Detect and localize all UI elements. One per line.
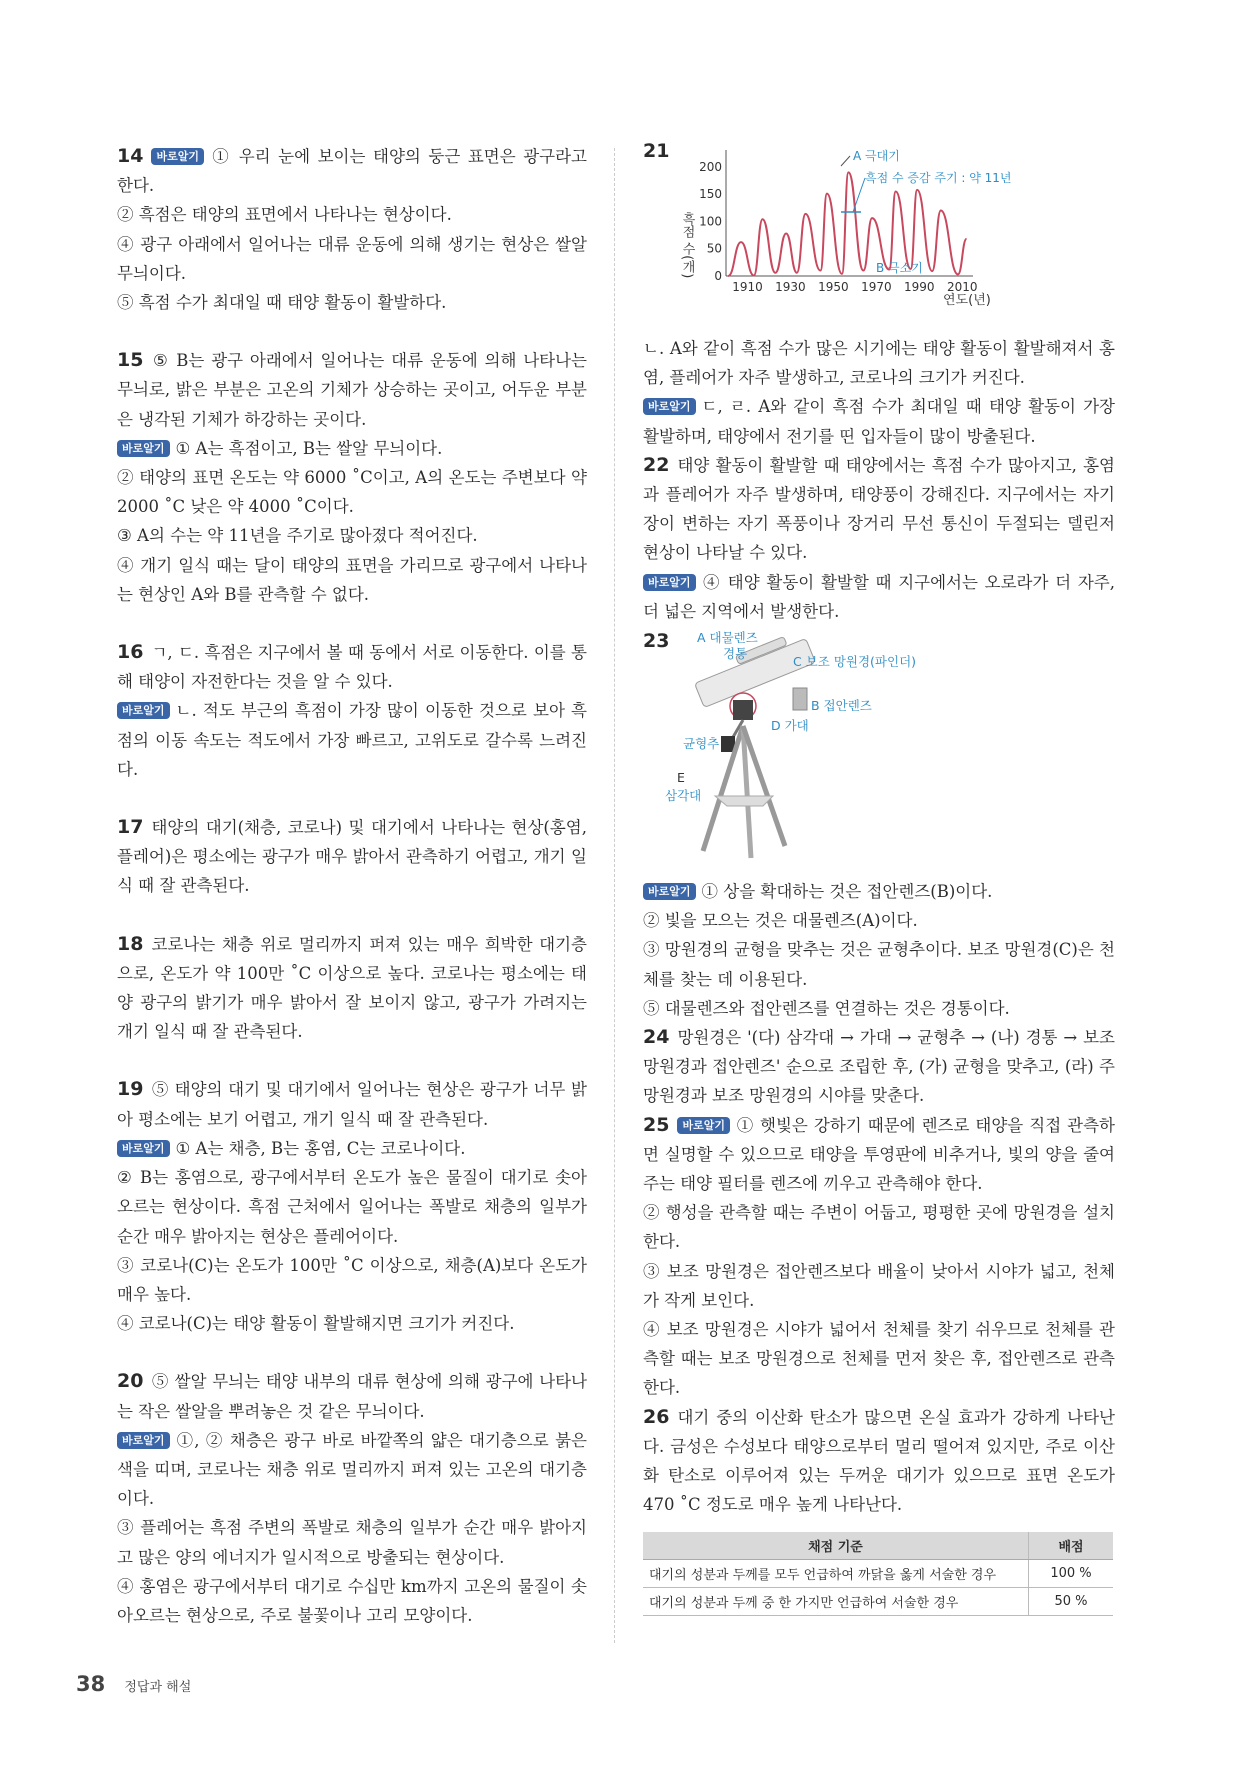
question-number: 20	[117, 1370, 144, 1393]
answer-text: ① 우리 눈에 보이는 태양의 둥근 표면은 광구라고 한다.	[117, 147, 587, 196]
sunspot-chart-figure	[643, 142, 1115, 332]
answer-16	[117, 638, 587, 784]
answer-line: ⑤ 흑점 수가 최대일 때 태양 활동이 활발하다.	[117, 293, 447, 313]
answer-text: 망원경은 '(다) 삼각대 → 가대 → 균형추 → (나) 경통 → 보조 망원경과 접안렌즈' 순으로 조립한 후, (가) 균형을 맞추고, (라) 주 망원경과 보조 망원경의 시야를 맞춘다.	[643, 1028, 1115, 1106]
annotation-cycle: 흑점 수 증감 주기 : 약 11년	[865, 171, 1012, 185]
answer-text: ① 상을 확대하는 것은 접안렌즈(B)이다.	[701, 882, 993, 902]
table-header-criteria: 채점 기준	[643, 1532, 1029, 1560]
answer-19	[117, 1075, 587, 1338]
table-cell: 50 %	[1029, 1587, 1114, 1615]
y-tick-label: 0	[714, 269, 722, 283]
question-number: 21	[643, 140, 670, 162]
answer-text: ① 햇빛은 강하기 때문에 렌즈로 태양을 직접 관측하면 실명할 수 있으므로 태양을 투영판에 비추거나, 빛의 양을 줄여주는 태양 필터를 렌즈에 끼우고 관측해야 한다.	[643, 1115, 1115, 1194]
sunspot-series-line	[728, 172, 966, 276]
question-number: 23	[643, 630, 670, 653]
correction-tag: 바로알기	[643, 883, 696, 900]
question-number: 19	[117, 1078, 144, 1101]
x-tick-label: 1950	[818, 280, 849, 294]
y-tick-label: 100	[699, 214, 722, 229]
answer-line: ② 행성을 관측할 때는 주변이 어둡고, 평평한 곳에 망원경을 설치한다.	[643, 1203, 1115, 1252]
answer-15	[117, 346, 587, 609]
answer-text: 코로나는 채층 위로 멀리까지 퍼져 있는 매우 희박한 대기층으로, 온도가 약 100만 ˚C 이상으로 높다. 코로나는 평소에는 태양 광구의 밝기가 매우 밝아서 잘 보이지 않고, 광구가 가려지는 개기 일식 때 잘 관측된다.	[117, 934, 587, 1042]
page-number: 38	[76, 1672, 106, 1696]
question-number: 14	[117, 145, 144, 167]
answer-line: ④ 홍염은 광구에서부터 대기로 수십만 km까지 고온의 물질이 솟아오르는 현상으로, 주로 불꽃이나 고리 모양이다.	[117, 1576, 587, 1625]
answer-text: ④ 태양 활동이 활발할 때 지구에서는 오로라가 더 자주, 더 넓은 지역에서 발생한다.	[643, 572, 1115, 621]
y-tick-label: 50	[706, 241, 722, 256]
answer-text: 대기 중의 이산화 탄소가 많으면 온실 효과가 강하게 나타난다. 금성은 수성보다 태양으로부터 멀리 떨어져 있지만, 주로 이산화 탄소로 이루어져 있는 두꺼운 대기가 있으므로 표면 온도가 470 ˚C 정도로 매우 높게 나타난다.	[643, 1407, 1115, 1515]
answer-25	[643, 1111, 1115, 1403]
answer-text: 태양의 대기(채층, 코로나) 및 대기에서 나타나는 현상(홍염, 플레어)은 평소에는 광구가 매우 밝아서 관측하기 어렵고, 개기 일식 때 잘 관측된다.	[117, 818, 587, 896]
answer-text: ⑤ 쌀알 무늬는 태양 내부의 대류 현상에 의해 광구에 나타나는 작은 쌀알을 뿌려놓은 것 같은 무늬이다.	[117, 1372, 587, 1421]
answer-line: ③ 코로나(C)는 온도가 100만 ˚C 이상으로, 채층(A)보다 온도가 매우 높다.	[117, 1255, 587, 1304]
mount	[733, 700, 753, 720]
table-cell: 100 %	[1029, 1559, 1114, 1587]
answer-14	[117, 142, 587, 317]
correction-tag: 바로알기	[117, 1140, 170, 1157]
answer-21	[643, 334, 1115, 451]
answer-line: ③ 보조 망원경은 접안렌즈보다 배율이 낮아서 시야가 넓고, 천체가 작게 보인다.	[643, 1261, 1115, 1310]
table-header-score: 배점	[1029, 1532, 1114, 1560]
answer-23	[643, 877, 1115, 1023]
answer-line: ② 빛을 모으는 것은 대물렌즈(A)이다.	[643, 911, 918, 931]
cycle-leader	[853, 178, 865, 212]
answer-line: ④ 광구 아래에서 일어나는 대류 운동에 의해 생기는 현상은 쌀알 무늬이다.	[117, 234, 587, 283]
x-axis-label: 연도(년)	[943, 293, 991, 308]
label-tube: 경통	[723, 646, 748, 662]
table-header-row	[643, 1532, 1113, 1560]
answer-line: ② B는 홍염으로, 광구에서부터 온도가 높은 물질이 대기로 솟아오르는 현상이다. 흑점 근처에서 일어나는 폭발로 채층의 일부가 순간 매우 밝아지는 현상은 플레어이다.	[117, 1168, 587, 1246]
table-cell: 대기의 성분과 두께를 모두 언급하여 까닭을 옳게 서술한 경우	[643, 1559, 1029, 1587]
question-number: 22	[643, 453, 670, 476]
table-row	[643, 1587, 1113, 1615]
x-tick-label: 1970	[861, 280, 892, 294]
answer-line: ④ 코로나(C)는 태양 활동이 활발해지면 크기가 커진다.	[117, 1314, 515, 1334]
answer-text: ① A는 채층, B는 홍염, C는 코로나이다.	[175, 1138, 466, 1158]
table-row	[643, 1559, 1113, 1587]
answer-24	[643, 1023, 1115, 1111]
annotation-b-minimum: B 극소기	[876, 261, 923, 275]
y-axis-label: 흑점 수(개)	[679, 212, 695, 279]
correction-tag: 바로알기	[117, 1432, 170, 1449]
sunspot-chart	[643, 142, 1115, 332]
annotation-a-leader	[841, 156, 850, 166]
footer-text: 정답과 해설	[124, 1680, 192, 1695]
label-counterweight: 균형추	[683, 736, 720, 752]
right-column	[643, 142, 1115, 1616]
answer-line: ③ 망원경의 균형을 맞추는 것은 균형추이다. 보조 망원경(C)은 천체를 찾는 데 이용된다.	[643, 940, 1115, 989]
label-mount: D 가대	[771, 718, 809, 734]
label-objective-lens: A 대물렌즈	[697, 630, 758, 646]
correction-tag: 바로알기	[643, 398, 696, 415]
x-tick-label: 1910	[732, 280, 763, 294]
answer-line: ② 흑점은 태양의 표면에서 나타나는 현상이다.	[117, 205, 452, 225]
y-tick-label: 200	[699, 159, 722, 174]
answer-text: ㄴ. 적도 부근의 흑점이 가장 많이 이동한 것으로 보아 흑점의 이동 속도는 적도에서 가장 빠르고, 고위도로 갈수록 느려진다.	[117, 701, 587, 779]
x-tick-label: 1930	[775, 280, 806, 294]
answer-text: ⑤ 태양의 대기 및 대기에서 일어나는 현상은 광구가 너무 밝아 평소에는 보기 어렵고, 개기 일식 때 잘 관측된다.	[117, 1080, 587, 1129]
answer-line: ② 태양의 표면 온도는 약 6000 ˚C이고, A의 온도는 주변보다 약 2000 ˚C 낮은 약 4000 ˚C이다.	[117, 468, 587, 517]
eyepiece	[793, 688, 807, 710]
page-footer	[76, 1672, 191, 1696]
answer-text: ①, ② 채층은 광구 바로 바깥쪽의 얇은 대기층으로 붉은색을 띠며, 코로나는 채층 위로 멀리까지 퍼져 있는 고온의 대기층이다.	[117, 1430, 587, 1509]
answer-22	[643, 451, 1115, 626]
x-tick-label: 1990	[904, 280, 935, 294]
left-column	[117, 142, 587, 1630]
scoring-table	[643, 1532, 1113, 1616]
x-tick-label: 2010	[946, 280, 978, 294]
column-divider	[614, 148, 616, 1643]
correction-tag: 바로알기	[643, 574, 696, 591]
answer-line: ③ 플레어는 흑점 주변의 폭발로 채층의 일부가 순간 매우 밝아지고 많은 양의 에너지가 일시적으로 방출되는 현상이다.	[117, 1518, 587, 1567]
label-e: E	[677, 770, 685, 786]
answer-text: ⑤ B는 광구 아래에서 일어나는 대류 운동에 의해 나타나는 무늬로, 밝은 부분은 고온의 기체가 상승하는 곳이고, 어두운 부분은 냉각된 기체가 하강하는 곳이다.	[117, 351, 587, 429]
correction-tag: 바로알기	[677, 1117, 730, 1134]
telescope-figure	[643, 626, 1115, 871]
accessory-tray	[715, 796, 773, 806]
answer-20	[117, 1367, 587, 1630]
answer-text: ㄱ, ㄷ. 흑점은 지구에서 볼 때 동에서 서로 이동한다. 이를 통해 태양이 자전한다는 것을 알 수 있다.	[117, 643, 587, 692]
correction-tag: 바로알기	[151, 148, 204, 165]
correction-tag: 바로알기	[117, 702, 170, 719]
correction-tag: 바로알기	[117, 440, 170, 457]
question-number: 16	[117, 641, 144, 664]
answer-line: ③ A의 수는 약 11년을 주기로 많아졌다 적어진다.	[117, 526, 478, 546]
answer-text: ① A는 흑점이고, B는 쌀알 무늬이다.	[175, 438, 443, 458]
answer-line: ④ 개기 일식 때는 달이 태양의 표면을 가리므로 광구에서 나타나는 현상인 A와 B를 관측할 수 없다.	[117, 555, 587, 604]
answer-17	[117, 813, 587, 901]
question-number: 26	[643, 1405, 670, 1428]
answer-line: ⑤ 대물렌즈와 접안렌즈를 연결하는 것은 경통이다.	[643, 998, 1010, 1018]
answer-text: 태양 활동이 활발할 때 태양에서는 흑점 수가 많아지고, 홍염과 플레어가 자주 발생하며, 태양풍이 강해진다. 지구에서는 자기장이 변하는 자기 폭풍이나 장거리 무선 통신이 두절되는 델린저 현상이 나타날 수 있다.	[643, 455, 1115, 563]
question-number: 17	[117, 816, 144, 839]
answer-18	[117, 930, 587, 1047]
question-number: 15	[117, 349, 144, 372]
label-eyepiece: B 접안렌즈	[811, 698, 872, 714]
annotation-a-maximum: A 극대기	[853, 149, 900, 163]
label-tripod: 삼각대	[665, 788, 702, 804]
question-number: 24	[643, 1026, 670, 1049]
answer-line: ④ 보조 망원경은 시야가 넓어서 천체를 찾기 쉬우므로 천체를 관측할 때는 보조 망원경으로 천체를 먼저 찾은 후, 접안렌즈로 관측한다.	[643, 1320, 1115, 1398]
label-finder-scope: C 보조 망원경(파인더)	[793, 654, 917, 670]
question-number: 25	[643, 1113, 670, 1136]
answer-text: ㄴ. A와 같이 흑점 수가 많은 시기에는 태양 활동이 활발해져서 홍염, 플레어가 자주 발생하고, 코로나의 크기가 커진다.	[643, 339, 1115, 388]
answer-26	[643, 1403, 1115, 1520]
y-tick-label: 150	[699, 187, 722, 202]
table-cell: 대기의 성분과 두께 중 한 가지만 언급하여 서술한 경우	[643, 1587, 1029, 1615]
answer-text: ㄷ, ㄹ. A와 같이 흑점 수가 최대일 때 태양 활동이 가장 활발하며, 태양에서 전기를 띤 입자들이 많이 방출된다.	[643, 397, 1115, 446]
question-number: 18	[117, 932, 144, 955]
